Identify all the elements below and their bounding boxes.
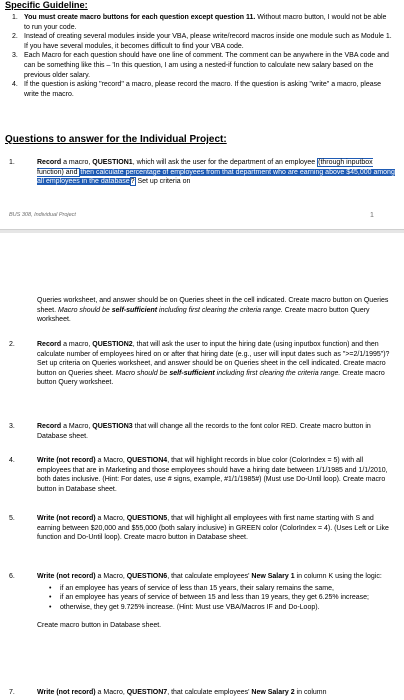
- q6-text-c: in column K using the logic:: [294, 573, 382, 580]
- q1-text-c: Set up criteria on: [135, 178, 191, 186]
- guideline-number: 4.: [12, 81, 18, 89]
- q6-logic-list: [37, 584, 395, 613]
- q1-question-mark: ?: [130, 178, 135, 186]
- guideline-text: Without macro button, I would not be able to run your code.: [24, 14, 387, 31]
- guideline-item: [8, 32, 394, 51]
- guideline-list: [8, 13, 394, 99]
- guideline-text: If the question is asking "record" a macro, please record the macro. If the question is asking "write" a macro, please write the macro.: [24, 81, 381, 98]
- q5-text-b: , that will highlight all employees with first name starting with S and earning between $20,000 and $55,000 (both salary inclusive) in GREEN color (ColorIndex = 4). (Uses Left or Like function and Do-Until loop). Create macro button in Database sheet.: [37, 515, 389, 542]
- q1-macro-name: QUESTION1: [92, 159, 133, 166]
- q3-macro-name: QUESTION3: [92, 423, 133, 430]
- q1-highlighted-text: then calculate percentage of employees from that department who are earning above $45,000 among all employees in the database: [37, 168, 395, 186]
- list-item: • otherwise, they get 9.725% increase. (Hint: Must use VBA/Macros IF and Do-Loop).: [37, 603, 395, 613]
- guideline-item: [8, 51, 394, 80]
- q2-self-sufficient: self-sufficient: [169, 369, 215, 377]
- q2-italic-b: including first clearing the criteria range.: [214, 369, 341, 377]
- question-text: [37, 340, 395, 388]
- q2-macro-name: QUESTION2: [92, 341, 133, 348]
- q2-text-c: Create macro button Query worksheet.: [37, 369, 385, 387]
- question-number: 6.: [9, 573, 15, 580]
- q5-write-phrase: Write (not record): [37, 515, 96, 522]
- q4-macro-name: QUESTION4: [126, 457, 168, 464]
- q3-text-a: a Macro,: [61, 423, 93, 430]
- q1-italic-a: Macro should be: [58, 306, 112, 314]
- q6-text-a: a Macro,: [95, 573, 127, 580]
- questions-heading: Questions to answer for the Individual Project:: [5, 134, 227, 145]
- guideline-number: 1.: [12, 14, 18, 21]
- list-item: • if an employee has years of service of less than 15 years, their salary remains the same,: [37, 584, 395, 594]
- question-number: 7.: [9, 689, 15, 696]
- q2-italic-a: Macro should be: [115, 369, 170, 377]
- list-item: • if an employee has years of service of between 15 and less than 19 years, they get 6.25% increase;: [37, 593, 395, 603]
- q6-text-b: , that calculate employees': [167, 573, 252, 580]
- q3-text-b: that will change all the records to the font color RED. Create macro button in Database sheet.: [37, 423, 371, 440]
- q5-text-a: a Macro,: [95, 515, 127, 522]
- guideline-number: 2.: [12, 33, 18, 41]
- q2-record-word: Record: [37, 341, 62, 348]
- guideline-item: [8, 13, 394, 32]
- question-text: [37, 158, 395, 187]
- question-text: [37, 296, 395, 325]
- q7-write-phrase: Write (not record): [37, 689, 96, 696]
- q6-after-text: Create macro button in Database sheet.: [37, 622, 162, 630]
- q1-text-a: a macro,: [61, 159, 93, 166]
- q1-record-word: Record: [37, 159, 62, 166]
- question-number: 4.: [9, 457, 15, 464]
- q6-macro-name: QUESTION6: [126, 573, 168, 580]
- q6-write-phrase: Write (not record): [37, 573, 96, 580]
- q6-new-salary: New Salary 1: [251, 573, 295, 580]
- question-number: 2.: [9, 341, 15, 348]
- q7-text-b: , that calculate employees': [167, 689, 252, 696]
- q4-text-a: a Macro,: [95, 457, 127, 464]
- q2-text-b: , that will ask the user to input the hiring date (using inputbox function) and then calculate number of employees hired on or after that hiring date (e.g., user will input dates such as ">=2/1/1995")? Set up criteria on Queries worksheet, and answer should be on Queries sheet in the cell indicated. Create macro button on Queries sheet.: [37, 341, 390, 377]
- page-break-divider: [0, 229, 404, 233]
- q7-new-salary: New Salary 2: [251, 689, 295, 696]
- question-text: [37, 514, 395, 543]
- q2-text-a: a macro,: [61, 341, 93, 348]
- q7-text-c: in column: [294, 689, 327, 696]
- q4-text-b: , that will highlight records in blue color (ColorIndex = 5) with all employees that are in Marketing and those employees should have a hiring date between 1/1/1985 and 1/1/2010, both dates inclusive. (Hint: For dates, use # signs, example, #1/1/1985#) (Must use Do-Until loop). Create macro button in Database sheet.: [37, 457, 388, 493]
- guideline-number: 3.: [12, 52, 18, 60]
- question-text: [37, 456, 395, 494]
- q1-self-sufficient: self-sufficient: [111, 306, 158, 314]
- page-footer-course: BUS 308, Individual Project: [9, 212, 76, 218]
- q1-text-e: Create macro button Query worksheet.: [37, 306, 370, 324]
- q1-text-d: Queries worksheet, and answer should be on Queries sheet in the cell indicated. Create macro button on Queries sheet.: [37, 297, 389, 314]
- q1-boxed-text: (through inputbox function) and: [37, 159, 373, 176]
- q7-text-a: a Macro,: [95, 689, 127, 696]
- guideline-item: [8, 80, 394, 99]
- guideline-bold-text: You must create macro buttons for each question except question 11.: [24, 14, 256, 21]
- q1-italic-b: including first clearing the criteria range.: [157, 306, 283, 314]
- q1-text-b: , which will ask the user for the department of an employee: [132, 159, 318, 166]
- guideline-text: Each Macro for each question should have one line of comment. The comment can be anywhere in the VBA code and can be something like this – 'In this question, I am using a nested-if function to calculate new salary based on the previous older salary.: [24, 52, 389, 79]
- question-number: 5.: [9, 515, 15, 522]
- q5-macro-name: QUESTION5: [126, 515, 168, 522]
- question-text: [37, 688, 395, 698]
- question-number: 3.: [9, 423, 15, 430]
- question-number: 1.: [9, 159, 15, 166]
- page-number: 1: [370, 212, 374, 219]
- question-text: [37, 572, 395, 631]
- q4-write-phrase: Write (not record): [37, 457, 96, 464]
- guideline-text: Instead of creating several modules inside your VBA, please write/record macros inside one module such as Module 1. If you have several modules, it becomes difficult to find your VBA code.: [24, 33, 392, 50]
- q3-record-word: Record: [37, 423, 62, 430]
- q7-macro-name: QUESTION7: [126, 689, 168, 696]
- question-text: [37, 422, 395, 441]
- specific-guideline-heading: Specific Guideline:: [5, 0, 88, 10]
